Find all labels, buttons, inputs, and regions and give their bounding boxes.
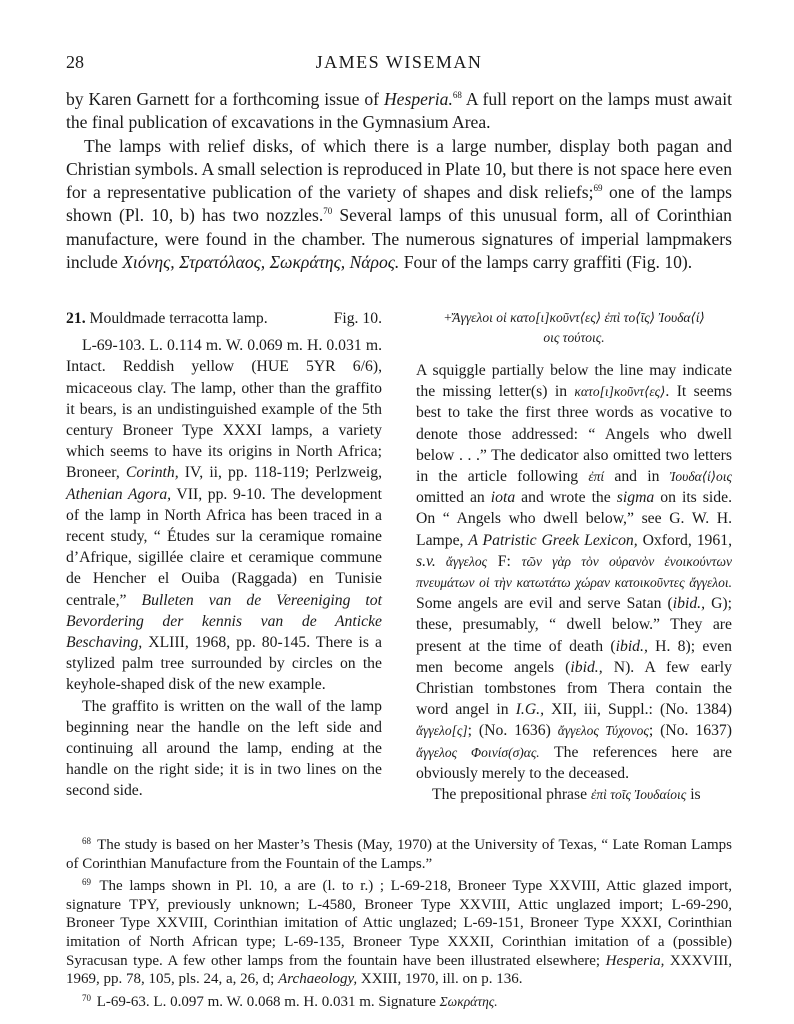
figure-reference: Fig. 10. <box>333 310 382 327</box>
entry-number: 21. <box>66 310 86 327</box>
footnote-ref-70[interactable]: 70 <box>323 206 333 217</box>
footnote-68: $^{68}$ The study is based on her Master’s Thesis (May, 1970) at the University of Texas, “ Late Roman Lamps of Corinthian Manufacture from the Fountain of the Lamps.” <box>66 836 732 872</box>
catalogue-entry-heading <box>66 308 382 329</box>
commentary-paragraph: A squiggle partially below the line may indicate the missing letter(s) in κατο[ι]κοῦντ⟨ες⟩. It seems best to take the first three words as vocative to denote those addressed: “ Angels who dwell below . . .” The dedicator also omitted two letters in the article following ἐπί and in Ἰουδα⟨ί⟩οις omitted an iota and wrote the sigma on its side. On “ Angels who dwell below,” see G. W. H. Lampe, A Patristic Greek Lexicon, Oxford, 1961, s.v. ἄγγελος F: τῶν γὰρ τὸν οὐρανὸν ἐνοικούντων πνευμάτων οἱ τὴν κατωτάτω χώραν κατοικοῦντες ἄγγελοι. Some angels are evil and serve Satan (ibid., G); these, presumably, “ dwell below.” They are present at the time of death (ibid., H. 8); even men become angels (ibid., N). A few early Christian tombstones from Thera contain the word angel in I.G., XII, iii, Suppl.: (No. 1384) ἄγγελο[ς]; (No. 1636) ἄγγελος Τύχονος; (No. 1637) ἄγγελος Φοινίσ(σ)ας. The references here are obviously merely to the deceased. <box>416 362 733 782</box>
page-number: 28 <box>66 52 84 72</box>
intro-paragraph-1: by Karen Garnett for a forthcoming issue of Hesperia.$^{68}$ A full report on the lamps must await the final publication of excavations in the Gymnasium Area. <box>66 89 733 133</box>
graffito-paragraph: The graffito is written on the wall of the lamp beginning near the handle on the left side and continuing all around the lamp, ending at the handle on the right side; it is in two lines on the second side. <box>66 697 382 800</box>
footnote-ref-69[interactable]: 69 <box>593 183 603 194</box>
right-column <box>416 308 732 805</box>
footnote-70: $^{70}$ L-69-63. L. 0.097 m. W. 0.068 m. H. 0.031 m. Signature Σωκράτης. <box>82 992 498 1010</box>
entry-description: L-69-103. L. 0.114 m. W. 0.069 m. H. 0.031 m. Intact. Reddish yellow (HUE 5YR 6/6), micaceous clay. The lamp, other than the graffito it bears, is an undistinguished example of the 5th century Broneer Type XXXI lamps, a variety which seems to have its origins in North Africa; Broneer, Corinth, IV, ii, pp. 118-119; Perlzweig, Athenian Agora, VII, pp. 9-10. The development of the lamp in North Africa has been traced in a recent study, “ Études sur la ceramique romaine d’Afrique, sigillée claire et ceramique commune de Hencher el Ouiba (Raggada) en Tunisie centrale,” Bulleten van de Vereeniging tot Bevordering der kennis van de Anticke Beschaving, XLIII, 1968, pp. 80-145. There is a stylized palm tree surrounded by circles on the keyhole-shaped disk of the new example. <box>66 337 382 694</box>
intro-text <box>66 88 732 274</box>
intro-paragraph-2: The lamps with relief disks, of which there is a large number, display both pagan and Christian symbols. A small selection is reproduced in Plate 10, but there is not space here even for a representative publication of the variety of shapes and disk reliefs;$^{69}$ one of the lamps shown (Pl. 10, b) has two nozzles.$^{70}$ Several lamps of this unusual form, all of Corinthian manufacture, were found in the chamber. The numerous signatures of imperial lampmakers include Χιόνης, Στρατόλαος, Σωκράτης, Νάρος. Four of the lamps carry graffiti (Fig. 10). <box>66 135 732 273</box>
page-header <box>66 52 732 82</box>
graffito-inscription: +Ἄγγελοι οἱ κατο[ι]κοῦντ⟨ες⟩ ἐπὶ το⟨ῖς⟩ Ἰουδα⟨ί⟩ οις τούτοις. <box>443 310 705 345</box>
left-column <box>66 308 382 802</box>
running-head: JAMES WISEMAN <box>315 52 483 72</box>
footnote-ref-68[interactable]: 68 <box>452 90 462 100</box>
footnotes <box>66 832 732 1011</box>
footnote-69: $^{69}$ The lamps shown in Pl. 10, a are (l. to r.) ; L-69-218, Broneer Type XXVIII, Attic glazed import, signature TPY, previously unknown; L-4580, Broneer Type XXVIII, Attic unglazed import; L-69-290, Broneer Type XXVIII, Corinthian imitation of Attic unglazed; L-69-151, Broneer Type XXXI, Corinthian imitation of North African type; L-69-135, Broneer Type XXXII, Corinthian imitation of a (possible) Syracusan type. A few other lamps from the fountain have been illustrated elsewhere; Hesperia, XXXVIII, 1969, pp. 78, 105, pls. 24, a, 26, d; Archaeology, XXIII, 1970, ill. on p. 136. <box>66 877 732 988</box>
entry-title: Mouldmade terracotta lamp. <box>85 310 268 327</box>
prepositional-phrase-paragraph: The prepositional phrase ἐπὶ τοῖς Ἰουδαίοις is <box>432 786 701 804</box>
